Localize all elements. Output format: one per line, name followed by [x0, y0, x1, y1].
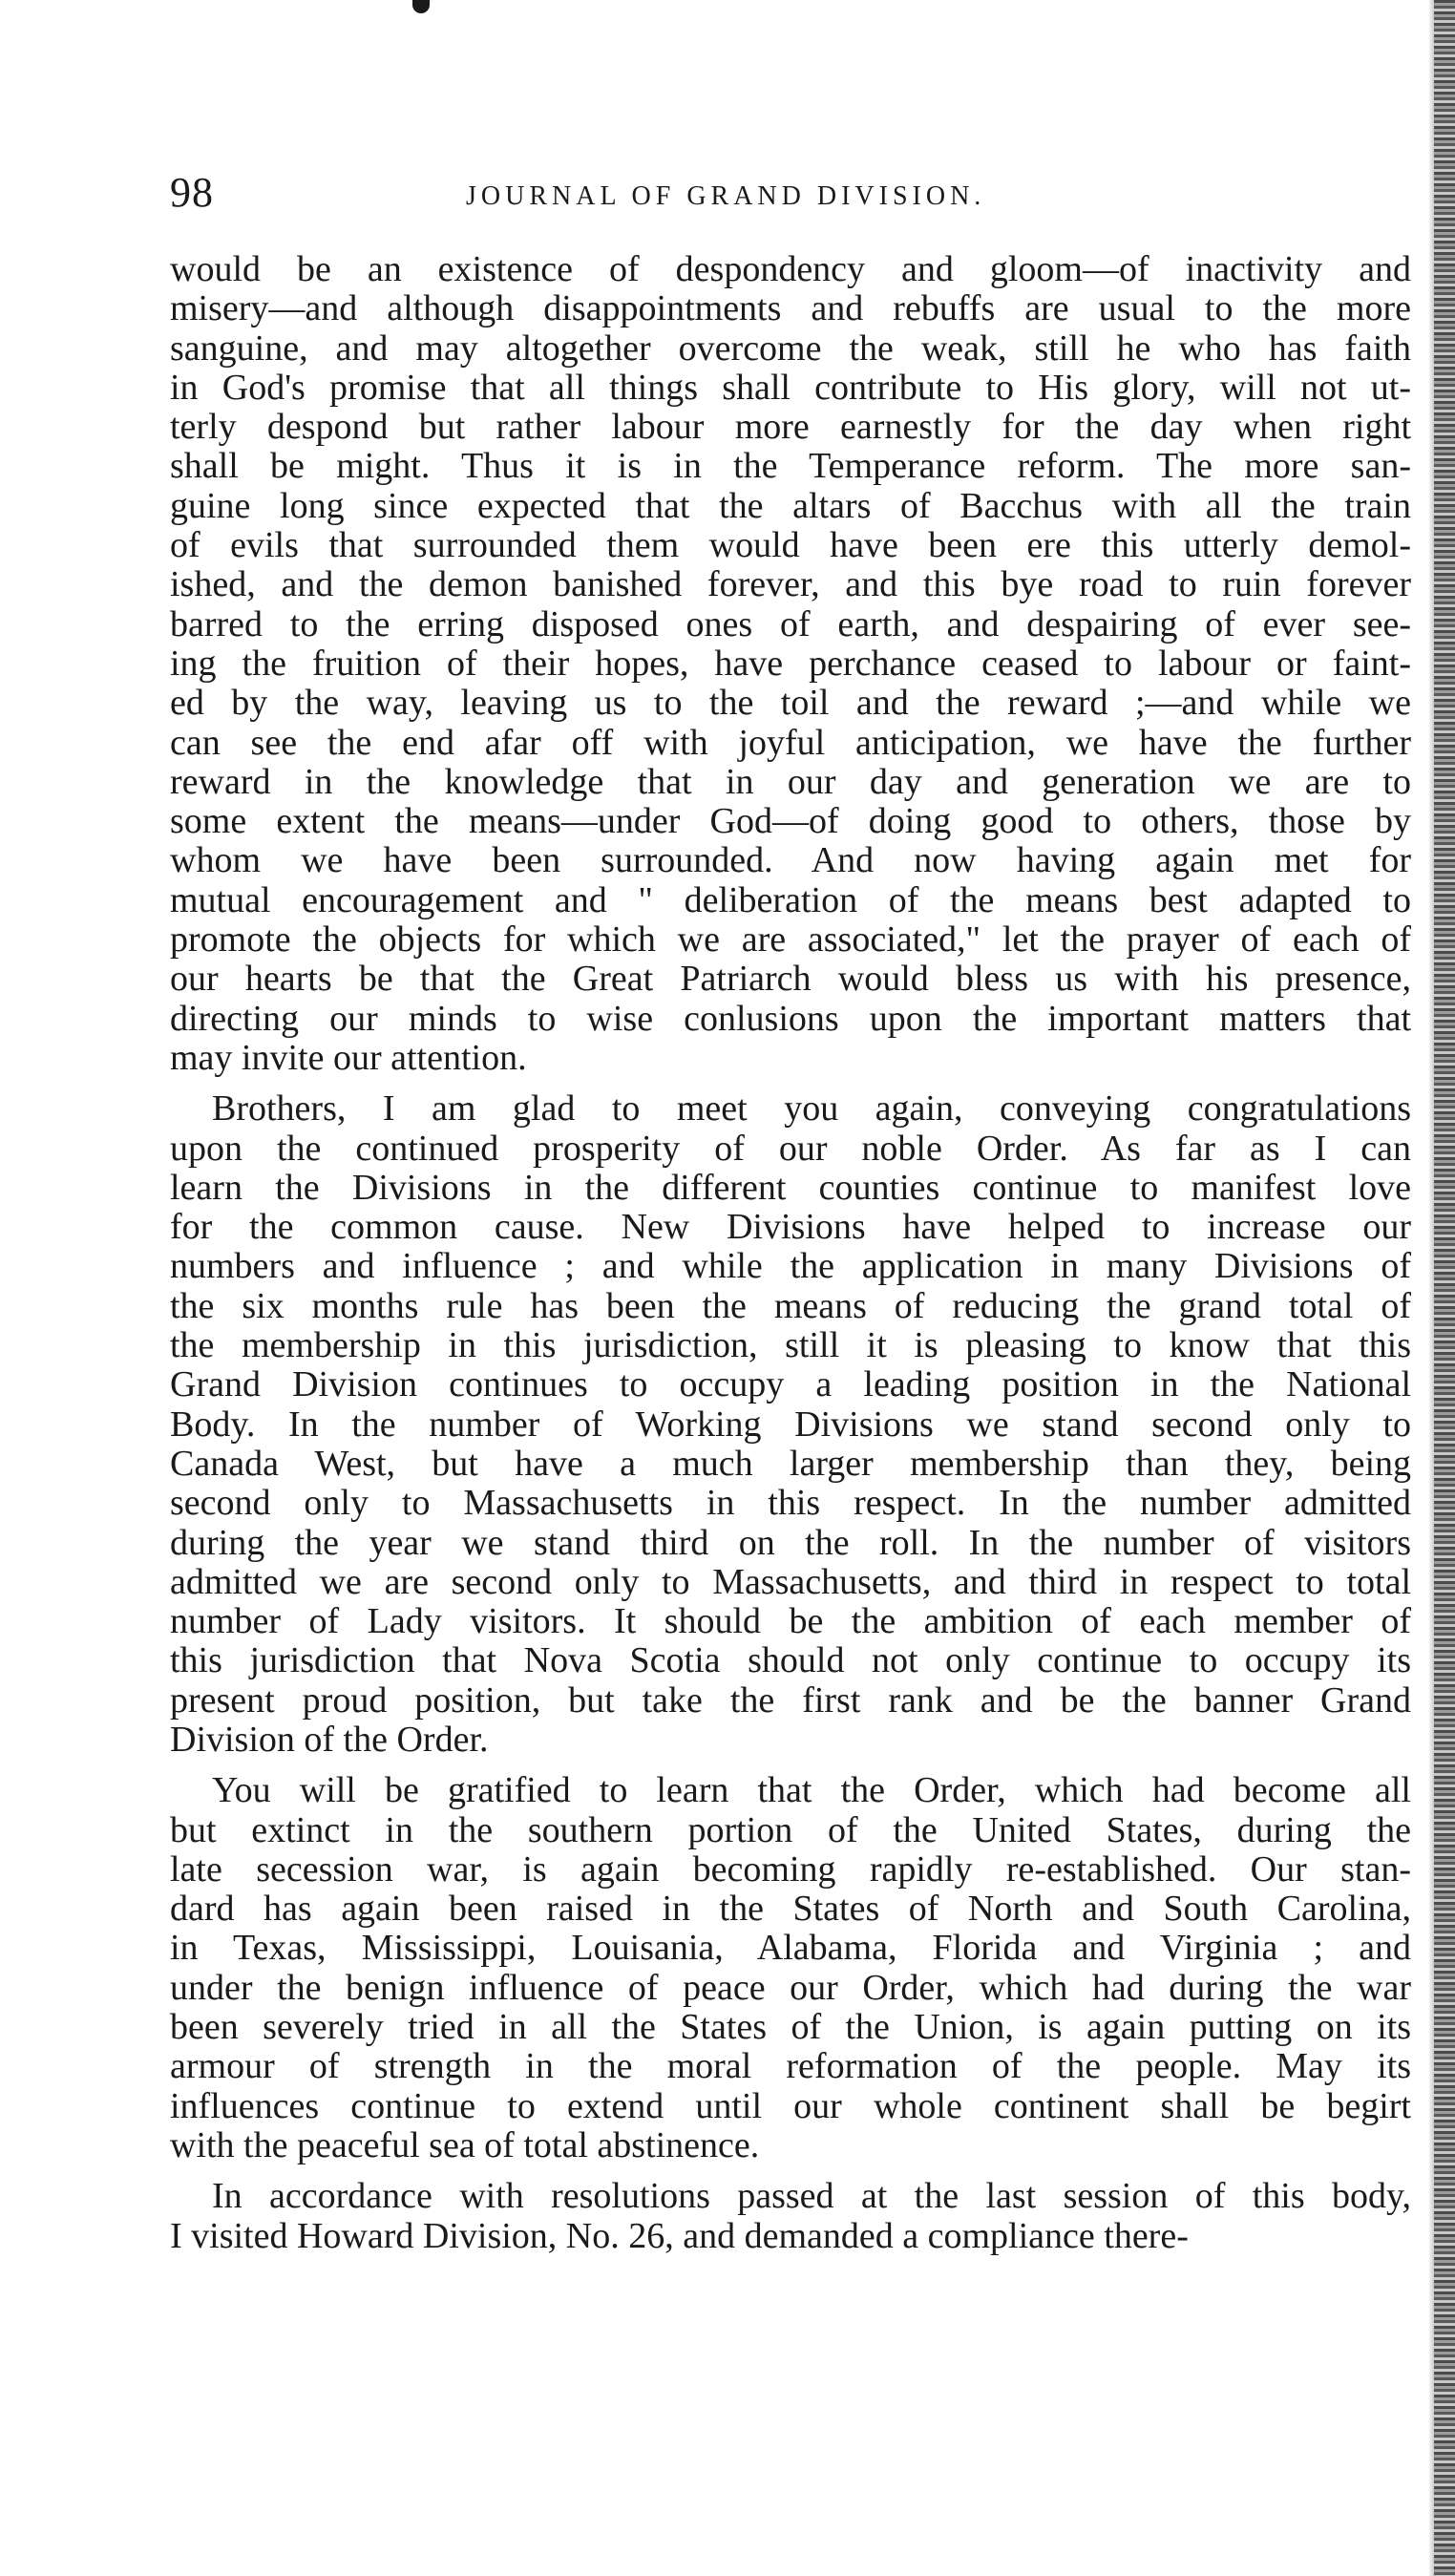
paragraph: [170, 2177, 1411, 2256]
text-line: would be an existence of despondency and gloom—of inactivity and: [170, 249, 1411, 289]
text-line: shall be might. Thus it is in the Temperance reform. The more san-: [170, 446, 1411, 487]
text-line: during the year we stand third on the roll. In the number of visitors: [170, 1522, 1411, 1563]
text-line: this jurisdiction that Nova Scotia should not only continue to occupy its: [170, 1640, 1411, 1681]
text-line: for the common cause. New Divisions have helped to increase our: [170, 1207, 1411, 1248]
text-line: number of Lady visitors. It should be the ambition of each member of: [170, 1601, 1411, 1642]
text-line: I visited Howard Division, No. 26, and demanded a compliance there-: [170, 2215, 1189, 2256]
text-line: terly despond but rather labour more earnestly for the day when right: [170, 407, 1411, 448]
text-line: Body. In the number of Working Divisions we stand second only to: [170, 1404, 1411, 1445]
text-line: in God's promise that all things shall contribute to His glory, will not ut-: [170, 367, 1411, 408]
text-line: with the peaceful sea of total abstinence.: [170, 2124, 760, 2165]
running-head: [170, 164, 1411, 222]
text-line: Brothers, I am glad to meet you again, conveying congratulations: [212, 1088, 1411, 1130]
text-line: Grand Division continues to occupy a leading position in the National: [170, 1364, 1411, 1405]
text-line: of evils that surrounded them would have been ere this utterly demol-: [170, 525, 1411, 566]
text-line: Division of the Order.: [170, 1719, 489, 1760]
text-line: In accordance with resolutions passed at the last session of this body,: [212, 2176, 1411, 2217]
text-line: reward in the knowledge that in our day and generation we are to: [170, 761, 1411, 802]
text-line: in Texas, Mississippi, Louisania, Alabama, Florida and Virginia ; and: [170, 1928, 1411, 1969]
text-line: barred to the erring disposed ones of earth, and despairing of ever see-: [170, 603, 1411, 644]
text-line: our hearts be that the Great Patriarch would bless us with his presence,: [170, 959, 1411, 1000]
text-line: some extent the means—under God—of doing good to others, those by: [170, 801, 1411, 842]
text-line: misery—and although disappointments and rebuffs are usual to the more: [170, 288, 1411, 329]
text-line: armour of strength in the moral reformation of the people. May its: [170, 2046, 1411, 2087]
text-line: ed by the way, leaving us to the toil and the reward ;—and while we: [170, 683, 1411, 724]
text-line: sanguine, and may altogether overcome the weak, still he who has faith: [170, 327, 1411, 369]
text-line: numbers and influence ; and while the application in many Divisions of: [170, 1246, 1411, 1287]
page-number: 98: [170, 169, 214, 216]
paragraph: [170, 1089, 1411, 1760]
text-line: Canada West, but have a much larger membership than they, being: [170, 1443, 1411, 1484]
text-line: present proud position, but take the first rank and be the banner Grand: [170, 1679, 1411, 1721]
text-line: under the benign influence of peace our Order, which had during the war: [170, 1967, 1411, 2008]
text-line: promote the objects for which we are associated," let the prayer of each of: [170, 919, 1411, 961]
text-line: been severely tried in all the States of the Union, is again putting on its: [170, 2007, 1411, 2048]
text-line: ing the fruition of their hopes, have perchance ceased to labour or faint-: [170, 643, 1411, 684]
body-text: [170, 250, 1411, 2256]
text-line: but extinct in the southern portion of the United States, during the: [170, 1809, 1411, 1850]
text-line: may invite our attention.: [170, 1037, 527, 1078]
text-line: can see the end afar off with joyful anticipation, we have the further: [170, 722, 1411, 763]
text-line: mutual encouragement and " deliberation of the means best adapted to: [170, 879, 1411, 920]
text-line: the membership in this jurisdiction, still it is pleasing to know that this: [170, 1325, 1411, 1366]
text-line: admitted we are second only to Massachusetts, and third in respect to total: [170, 1561, 1411, 1602]
paragraph: [170, 250, 1411, 1078]
text-line: influences continue to extend until our whole continent shall be begirt: [170, 2085, 1411, 2126]
text-line: ished, and the demon banished forever, and this bye road to ruin forever: [170, 564, 1411, 605]
running-title: JOURNAL OF GRAND DIVISION.: [466, 181, 986, 211]
book-spine-edge: [1434, 0, 1455, 2576]
text-line: guine long since expected that the altars of Bacchus with all the train: [170, 485, 1411, 526]
text-line: second only to Massachusetts in this respect. In the number admitted: [170, 1483, 1411, 1524]
text-line: late secession war, is again becoming rapidly re-established. Our stan-: [170, 1848, 1411, 1890]
text-line: directing our minds to wise conlusions upon the important matters that: [170, 998, 1411, 1039]
text-line: the six months rule has been the means of reducing the grand total of: [170, 1285, 1411, 1326]
text-line: dard has again been raised in the States of North and South Carolina,: [170, 1889, 1411, 1930]
ink-blot: [412, 0, 430, 13]
paragraph: [170, 1771, 1411, 2165]
text-line: upon the continued prosperity of our noble Order. As far as I can: [170, 1128, 1411, 1169]
text-line: learn the Divisions in the different counties continue to manifest love: [170, 1167, 1411, 1208]
text-line: whom we have been surrounded. And now having again met for: [170, 840, 1411, 881]
text-line: You will be gratified to learn that the Order, which had become all: [212, 1770, 1411, 1811]
